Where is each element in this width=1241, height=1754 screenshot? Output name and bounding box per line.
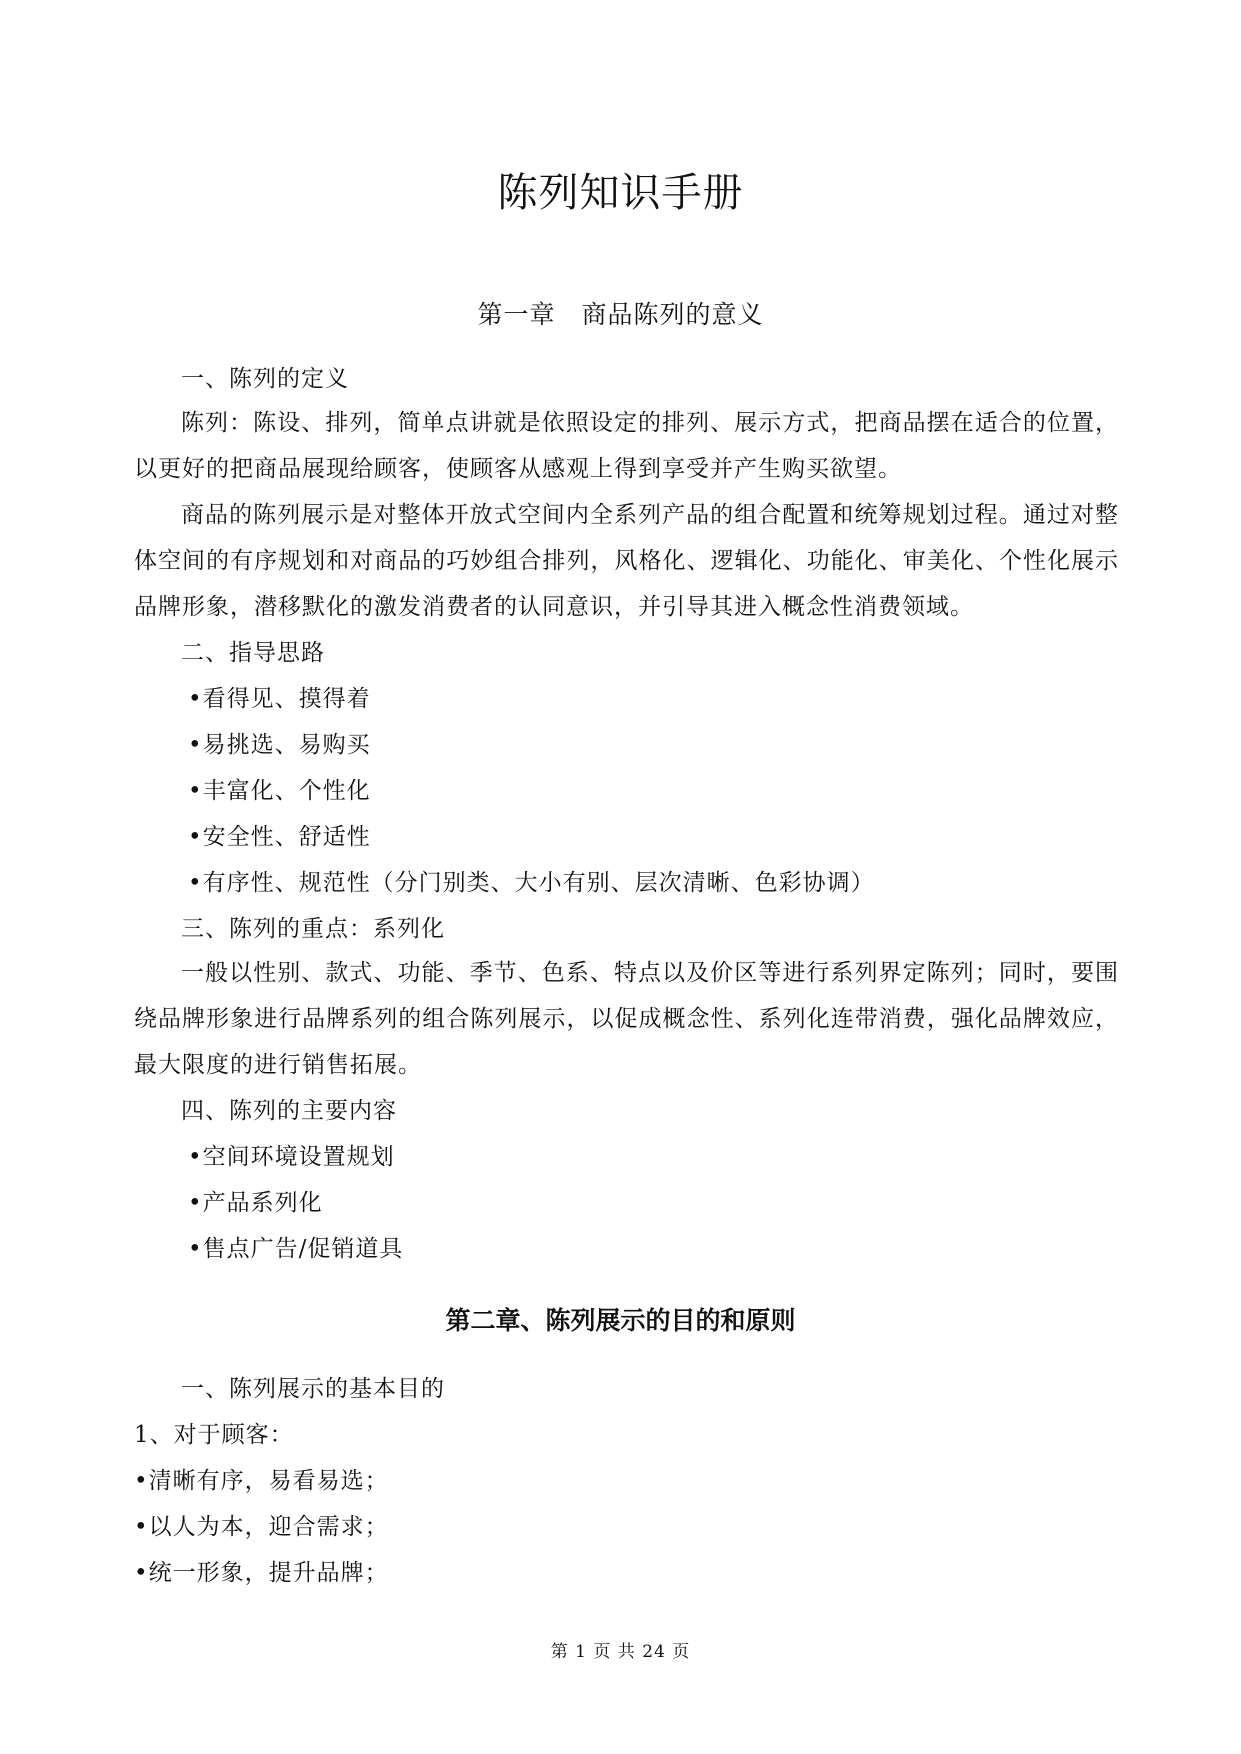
- bullet-item: •清晰有序，易看易选；: [134, 1468, 389, 1494]
- chapter-1-title: 第一章 商品陈列的意义: [477, 300, 764, 329]
- paragraph-display-overview: 商品的陈列展示是对整体开放式空间内全系列产品的组合配置和统筹规划过程。通过对整体空间的有序规划和对商品的巧妙组合排列，风格化、逻辑化、功能化、审美化、个性化展示品牌形象，潜移默化的激发消费者的认同意识，并引导其进入概念性消费领域。: [134, 502, 1119, 620]
- bullet-item: •看得见、摸得着: [188, 686, 371, 712]
- bullet-item: •统一形象，提升品牌；: [134, 1560, 389, 1586]
- section-heading-guidelines: 二、指导思路: [181, 640, 325, 666]
- bullet-item: •丰富化、个性化: [188, 778, 371, 804]
- bullet-item: •售点广告/促销道具: [188, 1236, 404, 1262]
- chapter-2-title: 第二章、陈列展示的目的和原则: [445, 1306, 796, 1335]
- bullet-item: •产品系列化: [188, 1190, 323, 1216]
- paragraph-series-display: 一般以性别、款式、功能、季节、色系、特点以及价区等进行系列界定陈列；同时，要围绕品牌形象进行品牌系列的组合陈列展示，以促成概念性、系列化连带消费，强化品牌效应，最大限度的进行销售拓展。: [134, 960, 1119, 1078]
- bullet-item: •空间环境设置规划: [188, 1144, 395, 1170]
- section-heading-definition: 一、陈列的定义: [181, 366, 349, 392]
- subsection-heading-customers: 1、对于顾客：: [134, 1422, 294, 1448]
- paragraph-definition: 陈列：陈设、排列，简单点讲就是依照设定的排列、展示方式，把商品摆在适合的位置，以更好的把商品展现给顾客，使顾客从感观上得到享受并产生购买欲望。: [134, 410, 1119, 482]
- bullet-item: •以人为本，迎合需求；: [134, 1514, 389, 1540]
- section-heading-focus: 三、陈列的重点：系列化: [181, 916, 445, 942]
- section-heading-main-content: 四、陈列的主要内容: [181, 1098, 397, 1124]
- bullet-item: •有序性、规范性（分门别类、大小有别、层次清晰、色彩协调）: [188, 870, 875, 896]
- bullet-item: •易挑选、易购买: [188, 732, 371, 758]
- bullet-item: •安全性、舒适性: [188, 824, 371, 850]
- page-footer: 第 1 页 共 24 页: [550, 1642, 691, 1662]
- section-heading-basic-purpose: 一、陈列展示的基本目的: [181, 1376, 445, 1402]
- document-title: 陈列知识手册: [497, 170, 744, 216]
